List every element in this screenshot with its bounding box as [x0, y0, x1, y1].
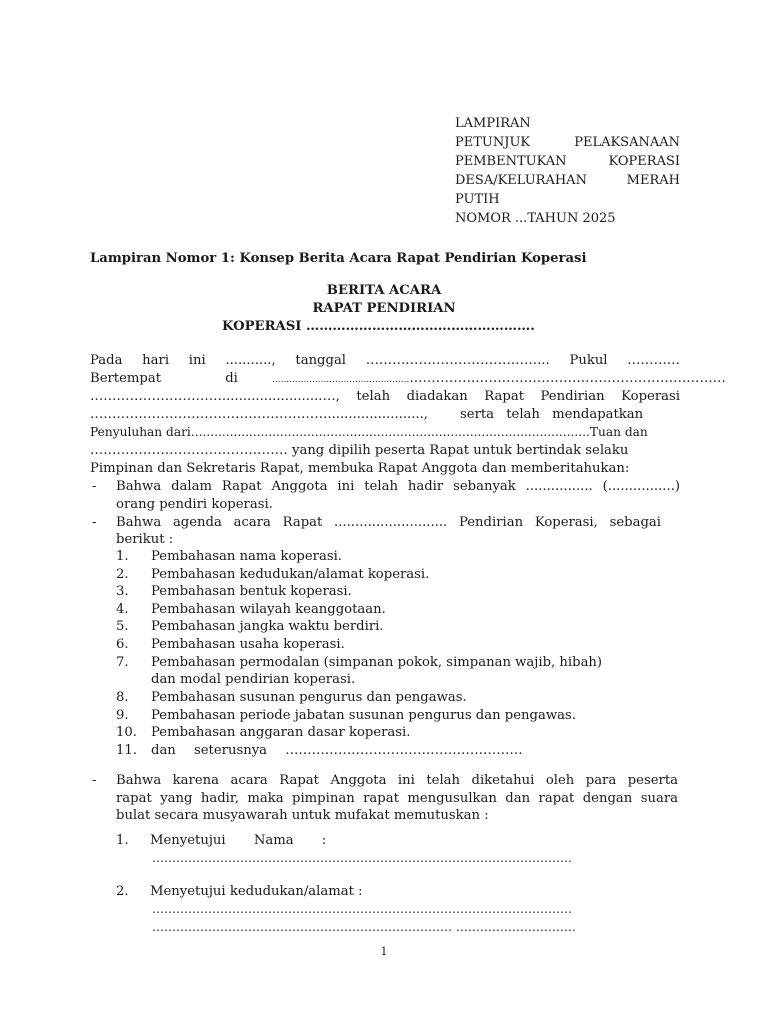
agenda-num: 8. — [116, 690, 129, 705]
agenda-text: dan seterusnya ……………………………………………… — [151, 743, 523, 758]
bullet-1-line-2: orang pendiri koperasi. — [116, 497, 273, 512]
header-line-1: LAMPIRAN — [455, 116, 531, 131]
attachment-header — [455, 114, 680, 228]
item-2-dots-1: …………………………………………………………………………………………… — [152, 902, 572, 916]
agenda-text: Pembahasan jangka waktu berdiri. — [151, 619, 384, 634]
agenda-num: 10. — [116, 725, 137, 740]
agenda-num: 7. — [116, 655, 129, 670]
body-line-7: Pimpinan dan Sekretaris Rapat, membuka Rapat Anggota dan memberitahukan: — [90, 461, 630, 476]
agenda-text: Pembahasan wilayah keanggotaan. — [151, 602, 386, 617]
page-number: 1 — [380, 945, 388, 958]
header-line-5: PUTIH — [455, 192, 500, 207]
item-1-number: 1. — [116, 833, 129, 848]
agenda-text: Pembahasan susunan pengurus dan pengawas. — [151, 690, 467, 705]
decision-line-2: rapat yang hadir, maka pimpinan rapat mengusulkan dan rapat dengan suara — [116, 791, 678, 806]
bullet-2-line-1: Bahwa agenda acara Rapat ........................... Pendirian Koperasi, sebagai — [116, 515, 661, 530]
agenda-num: 9. — [116, 708, 129, 723]
item-2-dots-2: ………………………………………………………………… ………………………… — [152, 920, 576, 934]
body-line-1: Pada hari ini ..........., tanggal …………………………………... Pukul ………… — [90, 353, 680, 368]
agenda-text: Pembahasan anggaran dasar koperasi. — [151, 725, 411, 740]
body-line-6: ……………………………………… yang dipilih peserta Rapat untuk bertindak selaku — [90, 443, 629, 458]
agenda-text: dan modal pendirian koperasi. — [151, 672, 356, 687]
agenda-num: 6. — [116, 637, 129, 652]
decision-line-3: bulat secara musyawarah untuk mufakat memutuskan : — [116, 808, 489, 823]
header-line-3: PEMBENTUKAN KOPERASI — [455, 154, 680, 169]
agenda-text: Pembahasan permodalan (simpanan pokok, simpanan wajib, hibah) — [151, 655, 603, 670]
agenda-num: 3. — [116, 584, 129, 599]
section-title: Lampiran Nomor 1: Konsep Berita Acara Rapat Pendirian Koperasi — [90, 251, 587, 266]
item-2-number: 2. — [116, 884, 129, 899]
agenda-num: 5. — [116, 619, 129, 634]
doc-title-line-1: BERITA ACARA — [326, 283, 442, 298]
agenda-text: Pembahasan usaha koperasi. — [151, 637, 345, 652]
bullet-2-line-2: berikut : — [116, 532, 174, 547]
bullet-dash-3: - — [92, 773, 97, 788]
item-1-dots: …………………………………………………………………………………………… — [152, 851, 572, 865]
header-line-6: NOMOR ...TAHUN 2025 — [455, 211, 616, 226]
body-line-3: …………………………........................…, telah diadakan Rapat Pendirian Koperasi — [90, 389, 680, 404]
agenda-text: Pembahasan nama koperasi. — [151, 549, 342, 564]
decision-line-1: Bahwa karena acara Rapat Anggota ini telah diketahui oleh para peserta — [116, 773, 678, 788]
bullet-dash-1: - — [92, 479, 97, 494]
agenda-num: 4. — [116, 602, 129, 617]
item-2-label: Menyetujui kedudukan/alamat : — [150, 884, 363, 899]
doc-title-line-3: KOPERASI ……………………………………………. — [222, 319, 535, 334]
body-line-2-label: Bertempat di — [90, 371, 238, 386]
agenda-num: 11. — [116, 743, 137, 758]
bullet-1-line-1: Bahwa dalam Rapat Anggota ini telah hadir sebanyak ................ (................) — [116, 479, 680, 494]
body-line-4-tail: serta telah mendapatkan — [460, 407, 644, 422]
agenda-num: 2. — [116, 567, 129, 582]
agenda-num: 1. — [116, 549, 129, 564]
agenda-text: Pembahasan kedudukan/alamat koperasi. — [151, 567, 430, 582]
item-1-label: Menyetujui Nama : — [150, 833, 327, 848]
body-line-2-dots: ................................................……………………………………………………………… — [272, 371, 726, 386]
agenda-text: Pembahasan bentuk koperasi. — [151, 584, 352, 599]
bullet-dash-2: - — [92, 515, 97, 530]
header-line-2: PETUNJUK PELAKSANAAN — [455, 135, 680, 150]
doc-title-line-2: RAPAT PENDIRIAN — [312, 301, 456, 316]
body-line-5: Penyuluhan dari.......................................................................................................Tuan dan — [90, 425, 648, 439]
agenda-text: Pembahasan periode jabatan susunan pengurus dan pengawas. — [151, 708, 576, 723]
body-line-4-dots: ………………………………………………......................., — [90, 407, 428, 422]
header-line-4: DESA/KELURAHAN MERAH — [455, 173, 680, 188]
